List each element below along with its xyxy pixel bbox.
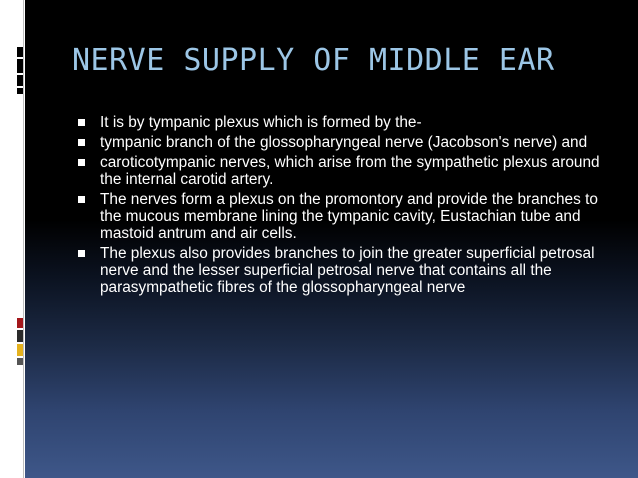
- bullet-item: [76, 134, 616, 151]
- bullet-text: caroticotympanic nerves, which arise from the sympathetic plexus around the internal carotid artery.: [100, 154, 600, 188]
- bullet-text: The plexus also provides branches to join the greater superficial petrosal nerve and the lesser superficial petrosal nerve that contains all the parasympathetic fibres of the glossopharyngeal nerve: [100, 245, 595, 296]
- decorative-stripe: [17, 47, 23, 57]
- square-bullet-icon: [78, 250, 85, 257]
- decorative-stripe-yellow: [17, 344, 23, 356]
- bullet-text: It is by tympanic plexus which is formed by the-: [100, 114, 422, 131]
- bullet-text: The nerves form a plexus on the promontory and provide the branches to the mucous membrane lining the tympanic cavity, Eustachian tube and mastoid antrum and air cells.: [100, 191, 598, 242]
- square-bullet-icon: [78, 139, 85, 146]
- decorative-stripe-dark: [17, 330, 23, 342]
- decorative-stripe: [17, 88, 23, 94]
- square-bullet-icon: [78, 119, 85, 126]
- bullet-text: tympanic branch of the glossopharyngeal nerve (Jacobson's nerve) and: [100, 134, 588, 151]
- square-bullet-icon: [78, 196, 85, 203]
- margin-divider-line: [23, 0, 24, 478]
- slide-title: NERVE SUPPLY OF MIDDLE EAR: [72, 43, 555, 78]
- bullet-item: [76, 114, 616, 131]
- bullet-item: [76, 191, 616, 242]
- decorative-stripe: [17, 59, 23, 73]
- decorative-stripe-red: [17, 318, 23, 328]
- decorative-stripe-gray: [17, 358, 23, 365]
- decorative-stripe: [17, 75, 23, 86]
- bullet-item: [76, 245, 616, 296]
- bullet-list: [76, 114, 616, 299]
- bullet-item: [76, 154, 616, 188]
- square-bullet-icon: [78, 159, 85, 166]
